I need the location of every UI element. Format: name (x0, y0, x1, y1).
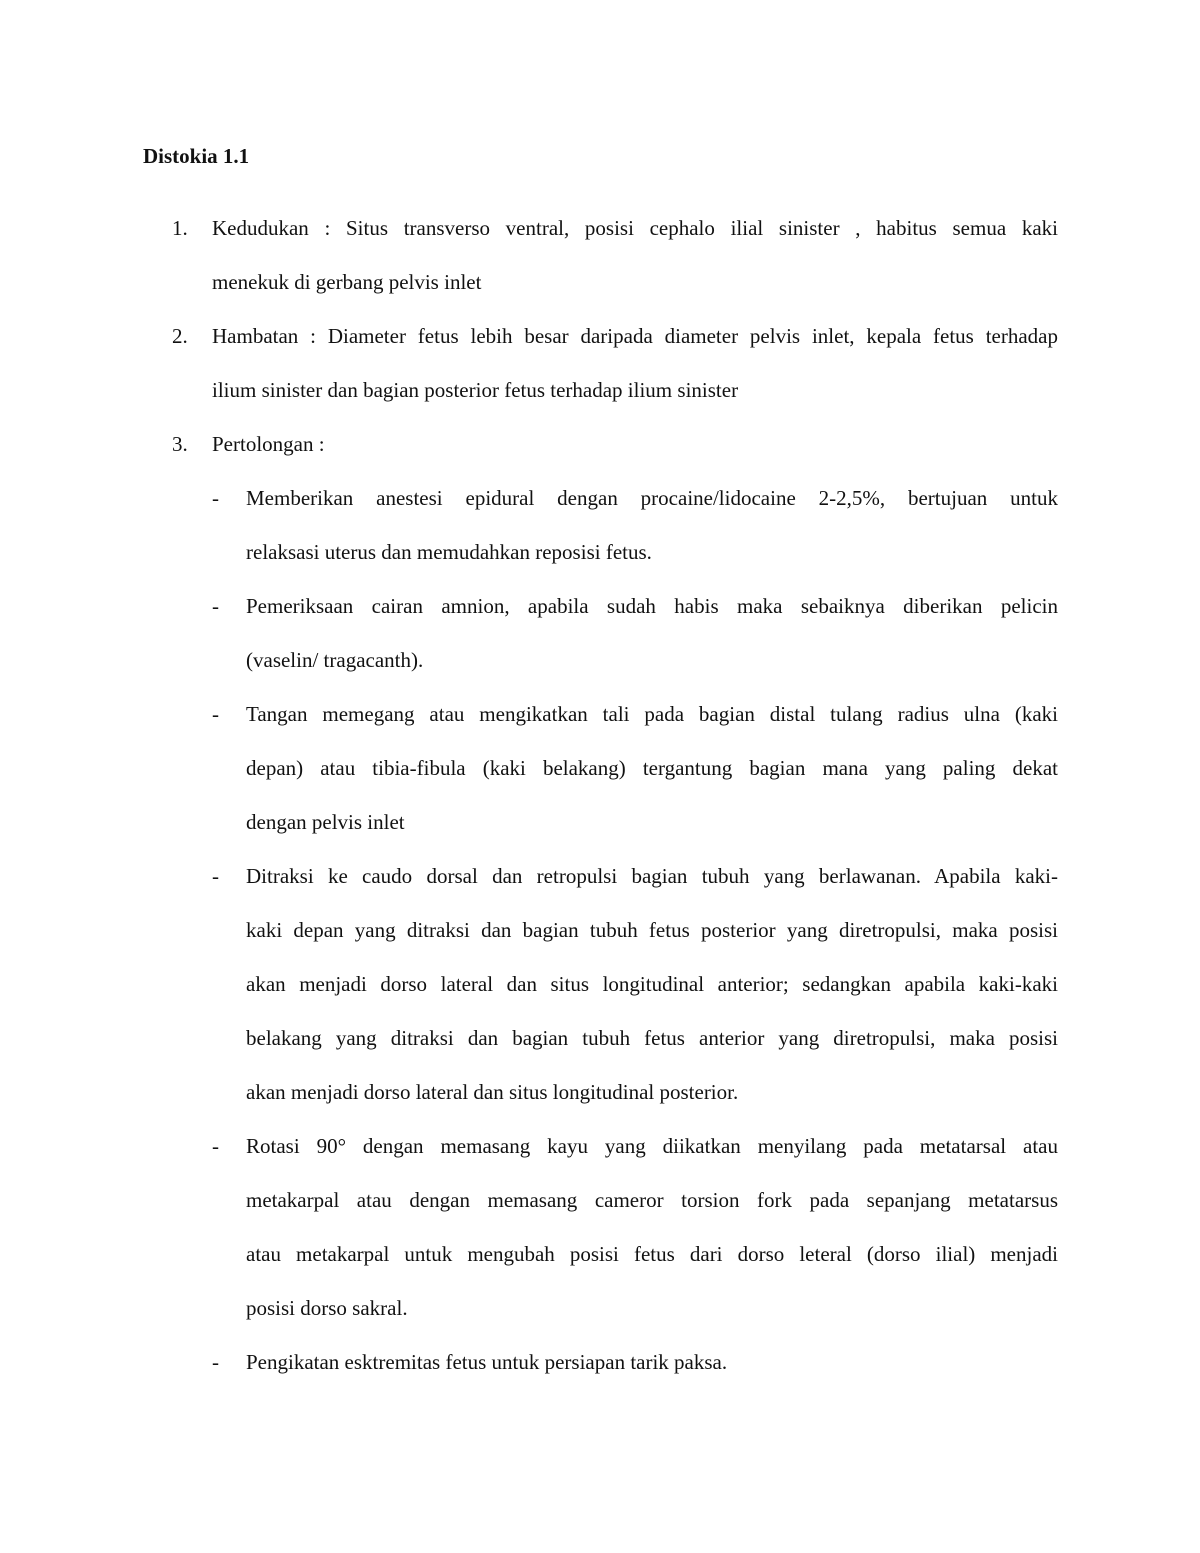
bullet-line: akan menjadi dorso lateral dan situs longitudinal posterior. (246, 1080, 739, 1104)
bullet-line: Pengikatan esktremitas fetus untuk persiapan tarik paksa. (246, 1350, 728, 1374)
bullet-line: belakang yang ditraksi dan bagian tubuh fetus anterior yang diretropulsi, maka posisi (246, 1026, 1058, 1050)
bullet-line: metakarpal atau dengan memasang cameror torsion fork pada sepanjang metatarsus (246, 1188, 1058, 1212)
bullet-line: kaki depan yang ditraksi dan bagian tubuh fetus posterior yang diretropulsi, maka posisi (246, 918, 1058, 942)
list-number: 1. (172, 216, 188, 240)
bullet-line: relaksasi uterus dan memudahkan reposisi fetus. (246, 540, 652, 564)
list-item-line: ilium sinister dan bagian posterior fetus terhadap ilium sinister (212, 378, 739, 402)
bullet-line: depan) atau tibia-fibula (kaki belakang) tergantung bagian mana yang paling dekat (246, 756, 1058, 780)
bullet-marker: - (212, 702, 219, 726)
bullet-marker: - (212, 594, 219, 618)
list-number: 3. (172, 432, 188, 456)
bullet-line: akan menjadi dorso lateral dan situs longitudinal anterior; sedangkan apabila kaki-kaki (246, 972, 1058, 996)
list-item-line: Pertolongan : (212, 432, 325, 456)
bullet-line: Rotasi 90° dengan memasang kayu yang diikatkan menyilang pada metatarsal atau (246, 1134, 1058, 1158)
bullet-line: Memberikan anestesi epidural dengan procaine/lidocaine 2-2,5%, bertujuan untuk (246, 486, 1058, 510)
bullet-marker: - (212, 1350, 219, 1374)
list-item-line: Hambatan : Diameter fetus lebih besar daripada diameter pelvis inlet, kepala fetus terhadap (212, 324, 1058, 348)
bullet-line: dengan pelvis inlet (246, 810, 405, 834)
list-item-line: Kedudukan : Situs transverso ventral, posisi cephalo ilial sinister , habitus semua kaki (212, 216, 1058, 240)
bullet-line: Pemeriksaan cairan amnion, apabila sudah habis maka sebaiknya diberikan pelicin (246, 594, 1058, 618)
bullet-marker: - (212, 1134, 219, 1158)
bullet-line: Tangan memegang atau mengikatkan tali pada bagian distal tulang radius ulna (kaki (246, 702, 1058, 726)
bullet-line: (vaselin/ tragacanth). (246, 648, 424, 672)
bullet-marker: - (212, 864, 219, 888)
bullet-marker: - (212, 486, 219, 510)
bullet-line: posisi dorso sakral. (246, 1296, 408, 1320)
bullet-line: Ditraksi ke caudo dorsal dan retropulsi bagian tubuh yang berlawanan. Apabila kaki- (246, 864, 1058, 888)
list-item-line: menekuk di gerbang pelvis inlet (212, 270, 482, 294)
document-title: Distokia 1.1 (143, 144, 250, 168)
bullet-line: atau metakarpal untuk mengubah posisi fetus dari dorso leteral (dorso ilial) menjadi (246, 1242, 1058, 1266)
list-number: 2. (172, 324, 188, 348)
